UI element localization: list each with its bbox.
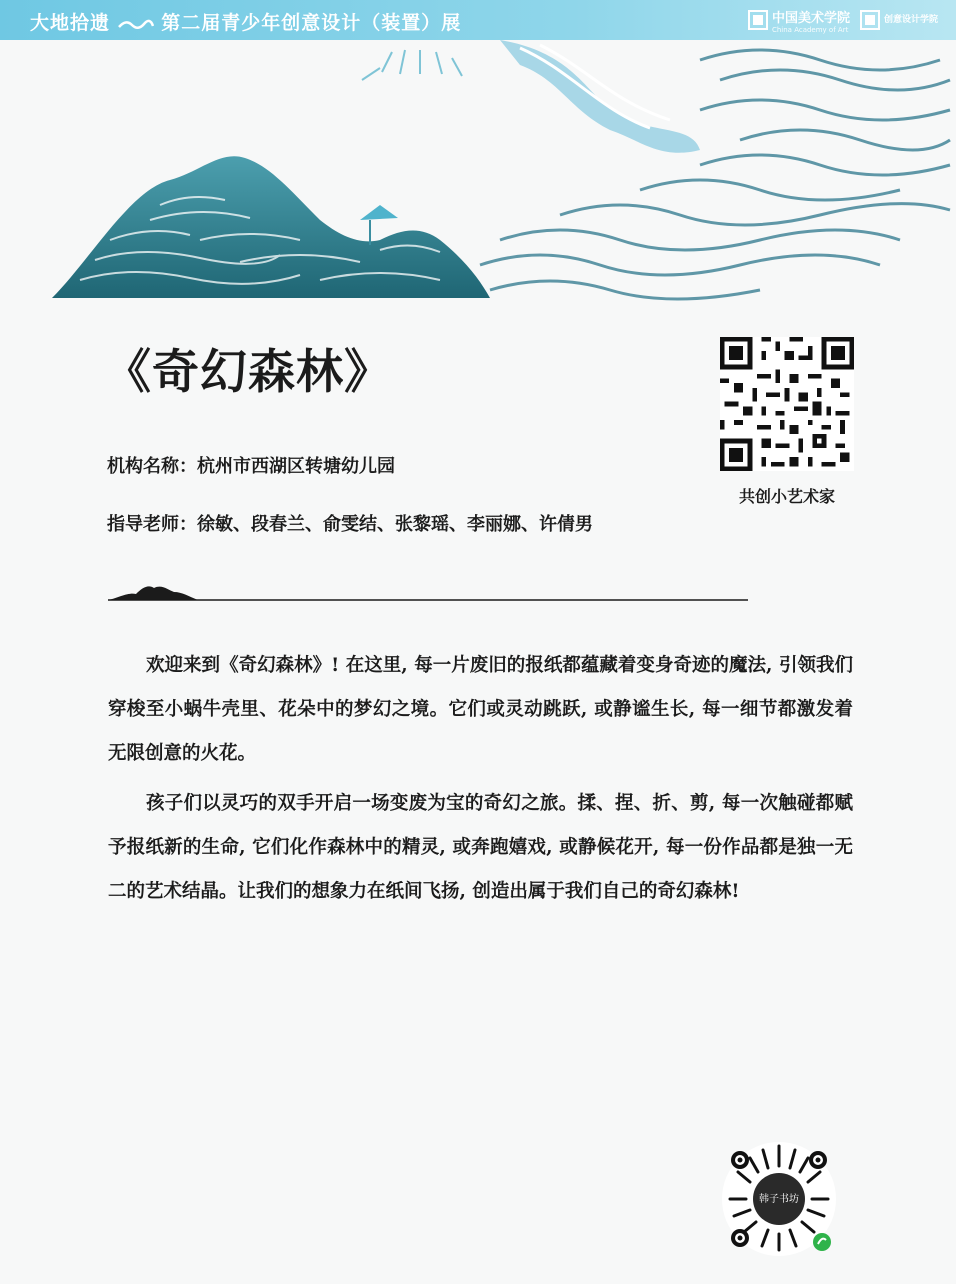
river [500,40,700,153]
organization-label: 机构名称： [107,456,197,477]
caa-name: 中国美术学院 [771,10,850,26]
mini-program-code[interactable] [720,1140,838,1258]
caa-logo [748,7,850,34]
banner-title-left: 大地拾遗 [30,12,111,34]
banner-logos [748,4,938,36]
mini-program-label: 韩子书坊 [759,1194,799,1205]
organization-value: 杭州市西湖区转塘幼儿园 [197,456,395,477]
organization-line [107,452,395,478]
teachers-label: 指导老师： [107,514,197,535]
mountain-divider [108,580,748,606]
teachers-line [107,510,593,536]
caa-english-name: China Academy of Art [771,25,849,34]
intro-paragraph: 欢迎来到《奇幻森林》! 在这里, 每一片废旧的报纸都蕴藏着变身奇迹的魔法, 引领我们穿梭至小蜗牛壳里、花朵中的梦幻之境。它们或灵动跳跃, 或静谧生长, 每一细节都激发着无限创意的火花。 [108,655,853,764]
design-school-name: 创意设计学院 [883,14,938,25]
wave-divider-icon [118,17,154,31]
sun-rays [362,50,462,80]
teachers-value: 徐敏、段春兰、俞雯结、张黎瑶、李丽娜、许倩男 [197,514,593,535]
process-paragraph: 孩子们以灵巧的双手开启一场变废为宝的奇幻之旅。揉、捏、折、剪, 每一次触碰都赋予报纸新的生命, 它们化作森林中的精灵, 或奔跑嬉戏, 或静候花开, 每一份作品都是独一无二的艺术结晶。让我们的想象力在纸间飞扬, 创造出属于我们自己的奇幻森林! [108,793,853,902]
banner-title-right: 第二届青少年创意设计（装置）展 [161,12,462,34]
caa-emblem-icon [748,10,768,30]
wave-pattern [480,50,950,299]
artwork-title: 《奇幻森林》 [104,345,392,400]
exhibition-banner [0,0,956,40]
qr-code[interactable] [720,337,854,471]
landscape-illustration [0,40,956,310]
qr-caption: 共创小艺术家 [738,487,835,506]
design-school-logo [860,10,938,30]
banner-title [30,8,461,35]
design-school-emblem-icon [860,10,880,30]
